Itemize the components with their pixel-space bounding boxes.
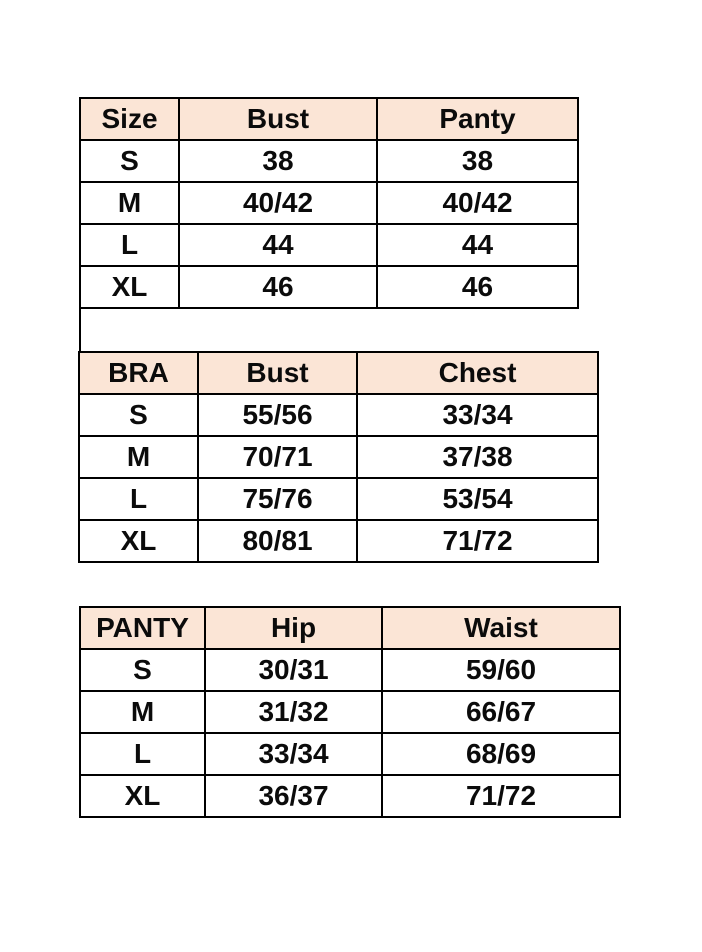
table-cell: M xyxy=(79,436,198,478)
table-cell: S xyxy=(79,394,198,436)
table-cell: S xyxy=(80,140,179,182)
table-cell: 71/72 xyxy=(357,520,598,562)
table-cell: 80/81 xyxy=(198,520,357,562)
table-row xyxy=(80,691,620,733)
table-cell: L xyxy=(80,733,205,775)
table-cell: M xyxy=(80,182,179,224)
table-cell: 37/38 xyxy=(357,436,598,478)
header-cell: PANTY xyxy=(80,607,205,649)
table-header-row xyxy=(79,352,598,394)
table-cell: 30/31 xyxy=(205,649,382,691)
header-cell: Panty xyxy=(377,98,578,140)
table-row xyxy=(80,140,578,182)
header-cell: BRA xyxy=(79,352,198,394)
table-cell: XL xyxy=(80,266,179,308)
table-row xyxy=(80,649,620,691)
table-cell: 38 xyxy=(179,140,377,182)
table-cell: XL xyxy=(79,520,198,562)
table-row xyxy=(80,224,578,266)
table-cell: 53/54 xyxy=(357,478,598,520)
panty-table xyxy=(79,606,621,818)
table-cell: 44 xyxy=(377,224,578,266)
table-cell: 70/71 xyxy=(198,436,357,478)
table-cell: 36/37 xyxy=(205,775,382,817)
size-table xyxy=(79,97,579,309)
header-cell: Bust xyxy=(179,98,377,140)
table-row xyxy=(80,266,578,308)
table-cell: 55/56 xyxy=(198,394,357,436)
table-cell: L xyxy=(80,224,179,266)
table-row xyxy=(79,394,598,436)
header-cell: Bust xyxy=(198,352,357,394)
table-cell: 46 xyxy=(179,266,377,308)
table-cell: 71/72 xyxy=(382,775,620,817)
table-cell: 40/42 xyxy=(377,182,578,224)
table-cell: S xyxy=(80,649,205,691)
table-row xyxy=(79,520,598,562)
stray-border-line xyxy=(79,307,81,353)
header-cell: Waist xyxy=(382,607,620,649)
table-cell: L xyxy=(79,478,198,520)
table-cell: 75/76 xyxy=(198,478,357,520)
table-cell: 31/32 xyxy=(205,691,382,733)
table-row xyxy=(80,733,620,775)
table-cell: 38 xyxy=(377,140,578,182)
header-cell: Chest xyxy=(357,352,598,394)
table-cell: 33/34 xyxy=(205,733,382,775)
table-cell: 33/34 xyxy=(357,394,598,436)
table-cell: M xyxy=(80,691,205,733)
table-row xyxy=(80,775,620,817)
table-cell: XL xyxy=(80,775,205,817)
table-header-row xyxy=(80,98,578,140)
table-row xyxy=(79,478,598,520)
table-cell: 59/60 xyxy=(382,649,620,691)
bra-table xyxy=(78,351,599,563)
header-cell: Hip xyxy=(205,607,382,649)
table-cell: 44 xyxy=(179,224,377,266)
table-row xyxy=(79,436,598,478)
header-cell: Size xyxy=(80,98,179,140)
table-cell: 46 xyxy=(377,266,578,308)
table-cell: 66/67 xyxy=(382,691,620,733)
table-cell: 40/42 xyxy=(179,182,377,224)
table-header-row xyxy=(80,607,620,649)
table-cell: 68/69 xyxy=(382,733,620,775)
table-row xyxy=(80,182,578,224)
